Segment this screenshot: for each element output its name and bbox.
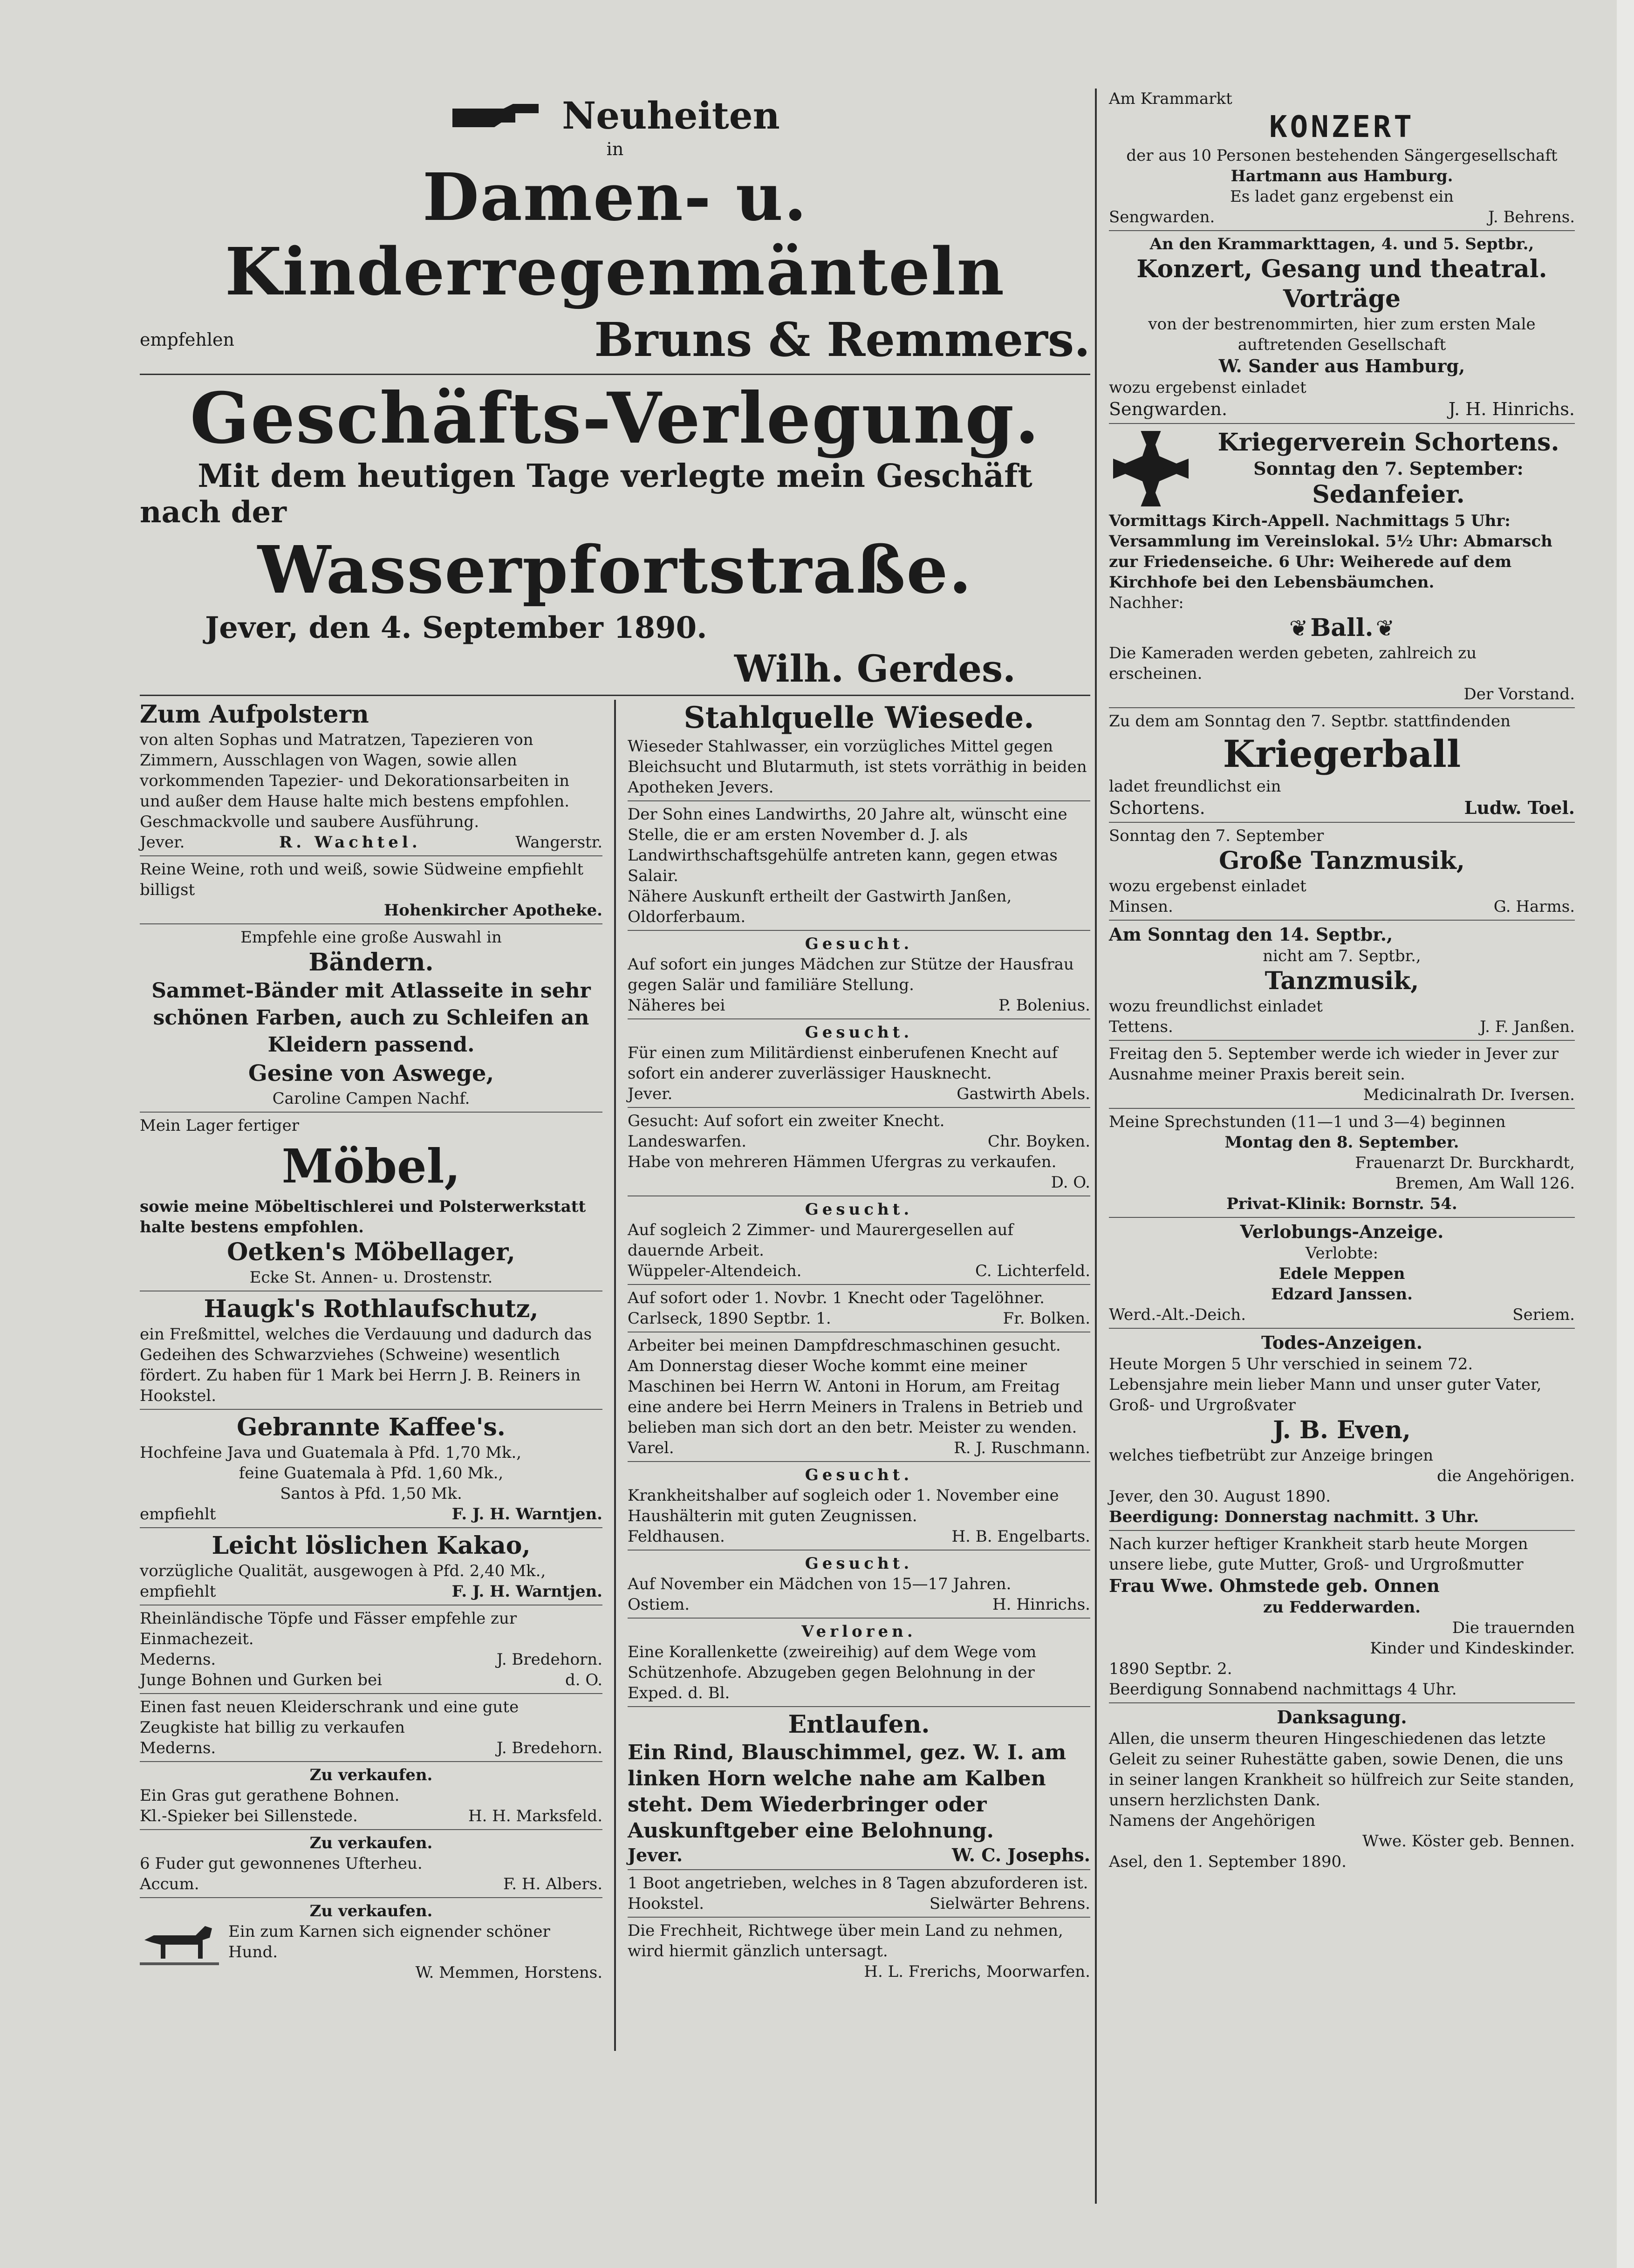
- todes2-burial: Beerdigung Sonnabend nachmittags 4 Uhr.: [1109, 1680, 1457, 1699]
- zv1-ad: [140, 1765, 602, 1826]
- kriegerverein-ad: [1109, 427, 1575, 704]
- tm2-place: Tettens.: [1109, 1018, 1173, 1036]
- weine-text: Reine Weine, roth und weiß, sowie Südweine empfiehlt billigst: [140, 860, 584, 899]
- dank-text: Allen, die unserm theuren Hingeschiedenen das letzte Geleit zu seiner Ruhestätte gaben, sowie Denen, die uns in seiner langen Krankheit so hülfreich zur Seite standen, unsern herzlichsten Dank.: [1109, 1729, 1575, 1810]
- medicinal-ad: [1109, 1044, 1575, 1105]
- verlobung-place2: Seriem.: [1512, 1305, 1575, 1324]
- g1-text: Auf sofort ein junges Mädchen zur Stütze der Hausfrau gegen Salär und familiäre Stellung.: [627, 955, 1074, 994]
- sohn-text: Der Sohn eines Landwirths, 20 Jahre alt, wünscht eine Stelle, die er am ersten November d. J. als Landwirthschaftsgehülfe antreten kann, gegen etwas Salair.: [627, 805, 1067, 885]
- kaffee-name: F. J. H. Warntjen.: [451, 1505, 603, 1523]
- kakao-ad: [140, 1531, 602, 1602]
- dank-head: Danksagung.: [1277, 1707, 1407, 1728]
- dank-name: Wwe. Köster geb. Bennen.: [1362, 1832, 1575, 1851]
- verlegung-name: Wilh. Gerdes.: [734, 647, 1016, 690]
- verlobung-head: Verlobungs-Anzeige.: [1240, 1221, 1444, 1242]
- kv-ball: Ball.: [1310, 614, 1374, 642]
- konzert-text: der aus 10 Personen bestehenden Sängergesellschaft: [1126, 146, 1558, 165]
- zv3-name: W. Memmen, Horstens.: [415, 1963, 603, 1982]
- g7-text: Auf November ein Mädchen von 15—17 Jahren.: [627, 1575, 1012, 1593]
- frech-ad: [628, 1920, 1090, 1982]
- arbeiter-name: R. J. Ruschmann.: [954, 1439, 1090, 1457]
- polster-name: R. Wachtel.: [279, 833, 421, 852]
- oetken-name: Oetken's Möbellager,: [227, 1238, 515, 1266]
- bohnen-text: Junge Bohnen und Gurken bei: [140, 1671, 383, 1689]
- g4-text: Auf sogleich 2 Zimmer- und Maurergesellen auf dauernde Arbeit.: [627, 1221, 1013, 1260]
- todes2-text: Nach kurzer heftiger Krankheit starb heute Morgen unsere liebe, gute Mutter, Groß- und Urgroßmutter: [1109, 1535, 1528, 1574]
- g6-ad: [628, 1465, 1090, 1547]
- zv2-text: 6 Fuder gut gewonnenes Ufterheu.: [140, 1854, 423, 1873]
- todes-text2: welches tiefbetrübt zur Anzeige bringen: [1109, 1446, 1434, 1465]
- kt-name: J. H. Hinrichs.: [1448, 399, 1575, 419]
- kb-place: Schortens.: [1109, 798, 1205, 818]
- baendern-text: Sammet-Bänder mit Atlasseite in sehr schönen Farben, auch zu Schleifen an Kleidern passend.: [151, 979, 591, 1057]
- oetken-sub: Ecke St. Annen- u. Drostenstr.: [249, 1268, 493, 1287]
- polster-ad: [140, 700, 602, 853]
- dog-icon: [140, 1921, 219, 1968]
- kt-head: Konzert, Gesang und theatral. Vorträge: [1136, 255, 1547, 313]
- g2-text: Für einen zum Militärdienst einberufenen Knecht auf sofort ein anderer zuverlässiger Hausknecht.: [627, 1044, 1058, 1083]
- verlegung-line1: Mit dem heutigen Tage verlegte mein Geschäft: [198, 458, 1032, 495]
- todes-date: Jever, den 30. August 1890.: [1109, 1487, 1331, 1506]
- entlaufen-name: W. C. Josephs.: [952, 1844, 1090, 1865]
- verlobung-place1: Werd.-Alt.-Deich.: [1109, 1305, 1246, 1324]
- todes2-sign2: Kinder und Kindeskinder.: [1370, 1639, 1575, 1658]
- todes2-place: zu Fedderwarden.: [1263, 1598, 1421, 1617]
- g2-place: Jever.: [627, 1085, 673, 1103]
- g5-ad: [628, 1288, 1090, 1329]
- sohn-ad: [628, 804, 1090, 927]
- g7-name: H. Hinrichs.: [992, 1595, 1090, 1614]
- verlegung-line2: nach der: [140, 495, 287, 530]
- zv2-ad: [140, 1833, 602, 1894]
- polster-text: von alten Sophas und Matratzen, Tapezieren von Zimmern, Ausschlagen von Wagen, sowie allen vorkommenden Tapezier- und Dekorationsarbeiten in und außer dem Hause halte mich bestens empfohlen. Geschmackvolle und saubere Ausführung.: [140, 731, 570, 831]
- zv1-place: Kl.-Spieker bei Sillenstede.: [140, 1807, 358, 1825]
- todes2-ad: [1109, 1534, 1575, 1700]
- g7-head: Gesucht.: [805, 1554, 913, 1573]
- med-name: Medicinalrath Dr. Iversen.: [1363, 1086, 1575, 1104]
- schrank-text: Einen fast neuen Kleiderschrank und eine gute Zeugkiste hat billig zu verkaufen: [140, 1698, 519, 1737]
- kt-text: von der bestrenommirten, hier zum ersten Male auftretenden Gesellschaft: [1148, 315, 1536, 354]
- verlegung-ad: [140, 379, 1090, 691]
- schrank-name: J. Bredehorn.: [496, 1739, 603, 1757]
- verlobung-name1: Edele Meppen: [1278, 1264, 1405, 1283]
- tm2-head: Tanzmusik,: [1265, 967, 1419, 995]
- arbeiter-place: Varel.: [627, 1439, 674, 1457]
- g4-head: Gesucht.: [805, 1200, 913, 1219]
- bruns-remmers-name: Bruns & Remmers.: [594, 312, 1090, 367]
- aswege-name: Gesine von Aswege,: [248, 1060, 494, 1086]
- tm-date: Sonntag den 7. September: [1109, 827, 1324, 845]
- zv3-ad: [140, 1901, 602, 1983]
- column-a: [140, 700, 614, 2051]
- zv2-place: Accum.: [140, 1875, 199, 1893]
- arbeiter-text: Arbeiter bei meinen Dampfdreschmaschinen gesucht. Am Donnerstag dieser Woche kommt eine meiner Maschinen bei Herrn W. Antoni in Horum, am Freitag eine andere bei Herrn Meiners in Tralens in Betrieb und belieben man sich dort an den betr. Meister zu wenden.: [627, 1336, 1083, 1437]
- kakao-head: Leicht löslichen Kakao,: [212, 1531, 531, 1560]
- damen-title: Damen- u. Kinderregenmänteln: [225, 159, 1005, 310]
- konzert-intro: Am Krammarkt: [1109, 89, 1232, 108]
- kt-place: Sengwarden.: [1109, 399, 1228, 419]
- zv1-text: Ein Gras gut gerathene Bohnen.: [140, 1786, 400, 1805]
- tm2-name: J. F. Janßen.: [1480, 1018, 1575, 1036]
- kv-date: Sonntag den 7. September:: [1253, 458, 1524, 479]
- bohnen-name: d. O.: [565, 1671, 603, 1689]
- boot-place: Hookstel.: [627, 1894, 704, 1913]
- aswege-sub: Caroline Campen Nachf.: [272, 1089, 470, 1108]
- kb-name: Ludw. Toel.: [1464, 797, 1575, 818]
- entlaufen-text: Ein Rind, Blauschimmel, gez. W. I. am linken Horn welche nahe am Kalben steht. Dem Wiederbringer oder Auskunftgeber eine Belohnung.: [627, 1741, 1067, 1843]
- baendern-ad: [140, 927, 602, 1109]
- verloren-head: Verloren.: [801, 1622, 916, 1641]
- moebel-head: Möbel,: [281, 1139, 461, 1194]
- kaffee-line1: Hochfeine Java und Guatemala à Pfd. 1,70 Mk.,: [140, 1443, 522, 1462]
- moebel-ad: [140, 1115, 602, 1288]
- tanzmusik-ad: [1109, 826, 1575, 917]
- neuheiten-ad: [140, 93, 1090, 370]
- sprech-klinik: Privat-Klinik: Bornstr. 54.: [1226, 1195, 1457, 1213]
- g6-text: Krankheitshalber auf sogleich oder 1. November eine Haushälterin mit guten Zeugnissen.: [627, 1486, 1059, 1525]
- g3-place: Landeswarfen.: [627, 1132, 747, 1151]
- todes-text: Heute Morgen 5 Uhr verschied in seinem 72. Lebensjahre mein lieber Mann und unser guter Vater, Groß- und Urgroßvater: [1109, 1355, 1542, 1414]
- sohn-more: Nähere Auskunft ertheilt der Gastwirth Janßen, Oldorferbaum.: [627, 887, 1012, 926]
- g5-text: Auf sofort oder 1. Novbr. 1 Knecht oder Tagelöhner.: [627, 1289, 1045, 1307]
- schrank-place: Mederns.: [140, 1739, 216, 1757]
- todes2-name: Frau Wwe. Ohmstede geb. Onnen: [1109, 1575, 1440, 1596]
- kv-event: Sedanfeier.: [1312, 480, 1465, 509]
- g5-name: Fr. Bolken.: [1003, 1309, 1090, 1328]
- ornament-icon: ❦: [1375, 615, 1395, 642]
- haugk-head: Haugk's Rothlaufschutz,: [204, 1295, 539, 1323]
- page-edge: [1617, 0, 1634, 2268]
- dank-date: Asel, den 1. September 1890.: [1109, 1852, 1347, 1871]
- g5-place: Carlseck, 1890 Septbr. 1.: [627, 1309, 831, 1328]
- kv-sign: Der Vorstand.: [1463, 685, 1575, 704]
- page-frame: [107, 89, 1575, 2204]
- konzert-name: J. Behrens.: [1488, 208, 1575, 226]
- kt-band: W. Sander aus Hamburg,: [1218, 355, 1465, 376]
- tm2-date: Am Sonntag den 14. Septbr.,: [1109, 924, 1393, 945]
- dank-ad: [1109, 1706, 1575, 1872]
- sprech-date: Montag den 8. September.: [1224, 1133, 1459, 1152]
- g6-head: Gesucht.: [805, 1466, 913, 1484]
- g1-name: P. Bolenius.: [998, 996, 1090, 1015]
- g2-ad: [628, 1022, 1090, 1104]
- toepfe-text: Rheinländische Töpfe und Fässer empfehle zur Einmachezeit.: [140, 1609, 517, 1648]
- empfehlen-label: empfehlen: [140, 329, 234, 350]
- sprech-addr: Bremen, Am Wall 126.: [1395, 1174, 1575, 1193]
- tanzmusik2-ad: [1109, 923, 1575, 1037]
- todes-head: Todes-Anzeigen.: [1261, 1332, 1423, 1353]
- g1-ad: [628, 934, 1090, 1016]
- kv-text: Vormittags Kirch-Appell. Nachmittags 5 Uhr: Versammlung im Vereinslokal. 5½ Uhr: Abmarsch zur Friedenseiche. 6 Uhr: Weiherede auf dem Kirchhofe bei den Lebensbäumchen.: [1109, 512, 1552, 592]
- zv2-head: Zu verkaufen.: [309, 1834, 433, 1852]
- konzert-place: Sengwarden.: [1109, 208, 1215, 226]
- kaffee-emp: empfiehlt: [140, 1505, 216, 1523]
- verlobung-name2: Edzard Janssen.: [1271, 1285, 1413, 1304]
- entlaufen-ad: [628, 1710, 1090, 1866]
- ornament-icon: ❦: [1289, 615, 1308, 642]
- g7-ad: [628, 1553, 1090, 1615]
- boot-name: Sielwärter Behrens.: [929, 1894, 1090, 1913]
- tm-name: G. Harms.: [1493, 897, 1575, 916]
- right-column: [1109, 89, 1575, 1872]
- weine-name: Hohenkircher Apotheke.: [384, 901, 603, 920]
- column-b: [616, 700, 1090, 2051]
- g7-place: Ostiem.: [627, 1595, 690, 1614]
- kaffee-line2: feine Guatemala à Pfd. 1,60 Mk.,: [239, 1464, 504, 1482]
- kaffee-head: Gebrannte Kaffee's.: [237, 1413, 506, 1441]
- todes-name: J. B. Even,: [1273, 1416, 1411, 1444]
- g4-ad: [628, 1199, 1090, 1281]
- g3-ad: [628, 1111, 1090, 1193]
- pointing-hand-icon: [450, 102, 543, 130]
- kt-intro: An den Krammarkttagen, 4. und 5. Septbr.,: [1149, 235, 1534, 253]
- todes2-sign1: Die trauernden: [1452, 1619, 1575, 1637]
- tm2-inv: wozu freundlichst einladet: [1109, 997, 1323, 1016]
- moebel-text: sowie meine Möbeltischlerei und Polsterwerkstatt halte bestens empfohlen.: [140, 1197, 586, 1236]
- baendern-intro: Empfehle eine große Auswahl in: [240, 928, 502, 947]
- konzert-inv: Es ladet ganz ergebenst ein: [1230, 187, 1454, 206]
- sprech-text: Meine Sprechstunden (11—1 und 3—4) beginnen: [1109, 1113, 1506, 1131]
- schrank-ad: [140, 1697, 602, 1758]
- verloren-ad: [628, 1621, 1090, 1703]
- g2-name: Gastwirth Abels.: [957, 1085, 1090, 1103]
- kv-note: Die Kameraden werden gebeten, zahlreich zu erscheinen.: [1109, 644, 1477, 683]
- boot-text: 1 Boot angetrieben, welches in 8 Tagen abzuforderen ist.: [627, 1874, 1088, 1892]
- verlegung-title: Geschäfts-Verlegung.: [190, 377, 1040, 459]
- verloren-text: Eine Korallenkette (zweireihig) auf dem Wege vom Schützenhofe. Abzugeben gegen Belohnung in der Exped. d. Bl.: [627, 1643, 1037, 1702]
- todes-sign: die Angehörigen.: [1437, 1467, 1575, 1485]
- toepfe-ad: [140, 1608, 602, 1690]
- todes2-date: 1890 Septbr. 2.: [1109, 1660, 1232, 1678]
- zv2-name: F. H. Albers.: [503, 1875, 603, 1893]
- kt-ad: [1109, 234, 1575, 420]
- entlaufen-head: Entlaufen.: [788, 1710, 930, 1739]
- konzert-ad: [1109, 89, 1575, 227]
- left-section: [140, 89, 1090, 2051]
- kriegerball-ad: [1109, 711, 1575, 819]
- g1-place: Näheres bei: [627, 996, 725, 1015]
- baendern-head: Bändern.: [308, 948, 434, 977]
- zv3-head: Zu verkaufen.: [309, 1902, 433, 1920]
- g3-text: Gesucht: Auf sofort ein zweiter Knecht.: [627, 1112, 945, 1130]
- kaffee-ad: [140, 1413, 602, 1524]
- polster-street: Wangerstr.: [515, 833, 602, 852]
- g2-head: Gesucht.: [805, 1023, 913, 1042]
- haemmen-text: Habe von mehreren Hämmen Ufergras zu verkaufen.: [627, 1153, 1057, 1171]
- todes-ad: [1109, 1332, 1575, 1527]
- g4-place: Wüppeler-Altendeich.: [627, 1262, 802, 1280]
- stahl-ad: [628, 700, 1090, 798]
- stahl-text: Wieseder Stahlwasser, ein vorzügliches Mittel gegen Bleichsucht und Blutarmuth, ist stets vorräthig in beiden Apotheken Jevers.: [627, 737, 1087, 797]
- g4-name: C. Lichterfeld.: [975, 1262, 1090, 1280]
- zv3-text: Ein zum Karnen sich eignender schöner Hund.: [228, 1922, 550, 1961]
- kv-head: Kriegerverein Schortens.: [1217, 428, 1559, 457]
- haugk-ad: [140, 1294, 602, 1406]
- left-subcolumns: [140, 700, 1090, 2051]
- todes-burial: Beerdigung: Donnerstag nachmitt. 3 Uhr.: [1109, 1508, 1479, 1526]
- kb-inv: ladet freundlichst ein: [1109, 777, 1281, 796]
- haemmen-name: D. O.: [1051, 1173, 1090, 1192]
- tm2-note: nicht am 7. Septbr.,: [1263, 947, 1421, 965]
- kakao-text: vorzügliche Qualität, ausgewogen à Pfd. 2,40 Mk.,: [140, 1562, 546, 1580]
- kakao-name: F. J. H. Warntjen.: [451, 1582, 603, 1601]
- stahl-head: Stahlquelle Wiesede.: [684, 700, 1034, 735]
- kb-intro: Zu dem am Sonntag den 7. Septbr. stattfindenden: [1109, 712, 1511, 731]
- tm-inv: wozu ergebenst einladet: [1109, 877, 1306, 895]
- neuheiten-title: Neuheiten: [562, 94, 780, 137]
- frech-name: H. L. Frerichs, Moorwarfen.: [864, 1962, 1090, 1981]
- kt-inv: wozu ergebenst einladet: [1109, 378, 1306, 397]
- haugk-text: ein Freßmittel, welches die Verdauung und dadurch das Gedeihen des Schwarzviehes (Schweine) wesentlich fördert. Zu haben für 1 Mark bei Herrn J. B. Reiners in Hookstel.: [140, 1325, 592, 1405]
- g1-head: Gesucht.: [805, 935, 913, 953]
- frech-text: Die Frechheit, Richtwege über mein Land zu nehmen, wird hiermit gänzlich untersagt.: [627, 1921, 1063, 1961]
- sprech-ad: [1109, 1112, 1575, 1214]
- dank-intro: Namens der Angehörigen: [1109, 1811, 1316, 1830]
- sprech-doc: Frauenarzt Dr. Burckhardt,: [1355, 1154, 1575, 1172]
- tm-place: Minsen.: [1109, 897, 1173, 916]
- zv1-name: H. H. Marksfeld.: [468, 1807, 603, 1825]
- kaffee-line3: Santos à Pfd. 1,50 Mk.: [280, 1484, 462, 1503]
- arbeiter-ad: [628, 1335, 1090, 1458]
- konzert-head: KONZERT: [1269, 110, 1415, 144]
- toepfe-name: J. Bredehorn.: [496, 1650, 603, 1669]
- tm-head: Große Tanzmusik,: [1219, 847, 1465, 875]
- g6-name: H. B. Engelbarts.: [951, 1527, 1090, 1546]
- weine-ad: [140, 859, 602, 921]
- zv1-head: Zu verkaufen.: [309, 1766, 433, 1784]
- polster-place: Jever.: [140, 833, 185, 852]
- kb-head: Kriegerball: [1223, 732, 1461, 776]
- g6-place: Feldhausen.: [627, 1527, 725, 1546]
- verlegung-street: Wasserpfortstraße.: [257, 532, 973, 608]
- moebel-intro: Mein Lager fertiger: [140, 1116, 299, 1135]
- toepfe-place: Mederns.: [140, 1650, 216, 1669]
- polster-head: Zum Aufpolstern: [140, 700, 369, 729]
- med-text: Freitag den 5. September werde ich wieder in Jever zur Ausnahme meiner Praxis bereit sein.: [1109, 1045, 1559, 1084]
- column-divider: [1095, 89, 1097, 2204]
- verlobung-sub: Verlobte:: [1305, 1244, 1379, 1263]
- kv-nachher: Nachher:: [1109, 594, 1184, 612]
- g3-name: Chr. Boyken.: [987, 1132, 1090, 1151]
- entlaufen-place: Jever.: [627, 1844, 683, 1865]
- boot-ad: [628, 1873, 1090, 1914]
- neuheiten-in: in: [606, 139, 624, 159]
- verlobung-ad: [1109, 1221, 1575, 1325]
- iron-cross-icon: [1109, 427, 1193, 511]
- konzert-band: Hartmann aus Hamburg.: [1231, 167, 1453, 185]
- kakao-emp: empfiehlt: [140, 1582, 216, 1601]
- verlegung-date: Jever, den 4. September 1890.: [205, 610, 707, 645]
